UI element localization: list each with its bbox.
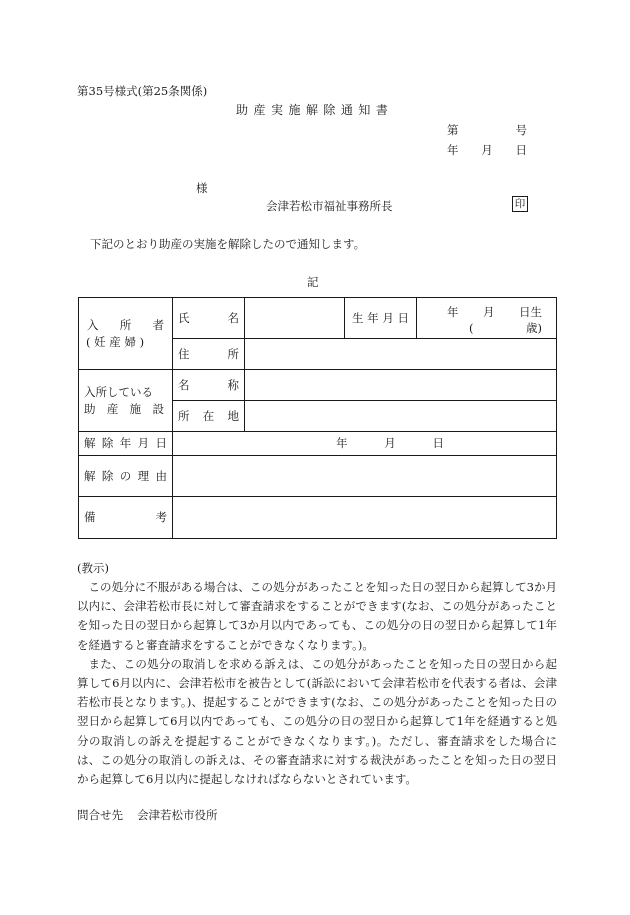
- month-unit: 月: [481, 143, 493, 157]
- release-date-label: 解 除 年 月 日: [84, 436, 167, 451]
- title-char: 書: [375, 103, 388, 117]
- release-date-label-cell: [79, 432, 173, 456]
- instruction-notes: [77, 559, 557, 789]
- birth-date-units: 年 月 日生: [447, 305, 542, 319]
- remarks-label-cell: [79, 497, 173, 539]
- name-label: 氏 名: [178, 310, 239, 325]
- day-unit: 日: [515, 143, 527, 157]
- number-suffix: 号: [515, 123, 527, 137]
- contact-line: [77, 807, 218, 823]
- facility-name-label: 名 称: [178, 377, 239, 392]
- document-title: [236, 101, 388, 118]
- birth-date-label: 生 年 月 日: [345, 298, 417, 339]
- seal-mark: 印: [512, 196, 528, 212]
- remarks-label: 備 考: [84, 510, 167, 525]
- contact-value: 会津若松市役所: [137, 808, 218, 822]
- birth-date-field[interactable]: [417, 298, 557, 339]
- form-number: 第35号様式(第25条関係): [77, 84, 208, 98]
- address-label-cell: [173, 339, 245, 370]
- age-field: ( 歳): [469, 321, 542, 335]
- address-label: 住 所: [178, 346, 239, 361]
- facility-location-field[interactable]: [245, 401, 557, 432]
- resident-label-cell: [79, 298, 173, 370]
- issuer-name: 会津若松市福祉事務所長: [266, 199, 393, 213]
- notice-form-table: [78, 297, 557, 539]
- title-char: 施: [288, 103, 301, 117]
- facility-location-label: 所 在 地: [178, 408, 239, 423]
- notes-heading: (教示): [77, 561, 109, 575]
- resident-label: 入 所 者: [87, 318, 164, 333]
- release-date-field[interactable]: [173, 432, 557, 456]
- notes-paragraph-2: また、この処分の取消しを求める訴えは、この処分があったことを知った日の翌日から起算して6月以内に、会津若松市を被告として(訴訟において会津若松市を代表する者は、会津若松市長となります。)、提起することができます(なお、この処分があったことを知った日の翌日から起算して6月以内であっても、この処分の日の翌日から起算して1年を経過すると処分の取消しの訴えを提起することができなくなります。)。ただし、審査請求をした場合には、この処分の取消しの訴えは、その審査請求に対する裁決があったことを知った日の翌日から起算して6月以内に提起しなければならないとされています。: [77, 656, 557, 787]
- notes-paragraph-1: この処分に不服がある場合は、この処分があったことを知った日の翌日から起算して3か月以内に、会津若松市長に対して審査請求をすることができます(なお、この処分があったことを知った日の翌日から起算して3か月以内であっても、この処分の日の翌日から起算して1年を経過すると審査請求をすることができなくなります。)。: [77, 580, 557, 652]
- facility-label-line-1: 入所している: [84, 385, 153, 400]
- title-char: 除: [323, 103, 336, 117]
- title-char: 実: [270, 103, 283, 117]
- title-char: 通: [340, 103, 353, 117]
- year-unit: 年: [447, 143, 459, 157]
- addressee-suffix: 様: [196, 181, 208, 195]
- facility-name-field[interactable]: [245, 370, 557, 401]
- resident-sub-label: ( 妊 産 婦 ): [86, 334, 145, 349]
- body-text: 下記のとおり助産の実施を解除したので通知します。: [90, 237, 366, 251]
- facility-label-line-2: 助 産 施 設: [84, 401, 164, 416]
- title-char: 産: [253, 103, 266, 117]
- title-char: 知: [358, 103, 371, 117]
- facility-name-label-cell: [173, 370, 245, 401]
- document-number-line: [447, 122, 527, 138]
- release-reason-label: 解 除 の 理 由: [84, 468, 167, 483]
- issue-date-line: [447, 142, 527, 158]
- contact-label: 問合せ先: [77, 808, 123, 822]
- number-prefix: 第: [447, 123, 459, 137]
- name-label-cell: [173, 298, 245, 339]
- ki-heading: 記: [307, 275, 319, 289]
- title-char: 助: [236, 103, 249, 117]
- release-reason-field[interactable]: [173, 456, 557, 497]
- release-date-units: 年 月 日: [336, 436, 444, 451]
- name-field[interactable]: [245, 298, 345, 339]
- facility-location-label-cell: [173, 401, 245, 432]
- facility-label-cell: [79, 370, 173, 432]
- address-field[interactable]: [245, 339, 557, 370]
- title-char: 解: [305, 103, 318, 117]
- release-reason-label-cell: [79, 456, 173, 497]
- remarks-field[interactable]: [173, 497, 557, 539]
